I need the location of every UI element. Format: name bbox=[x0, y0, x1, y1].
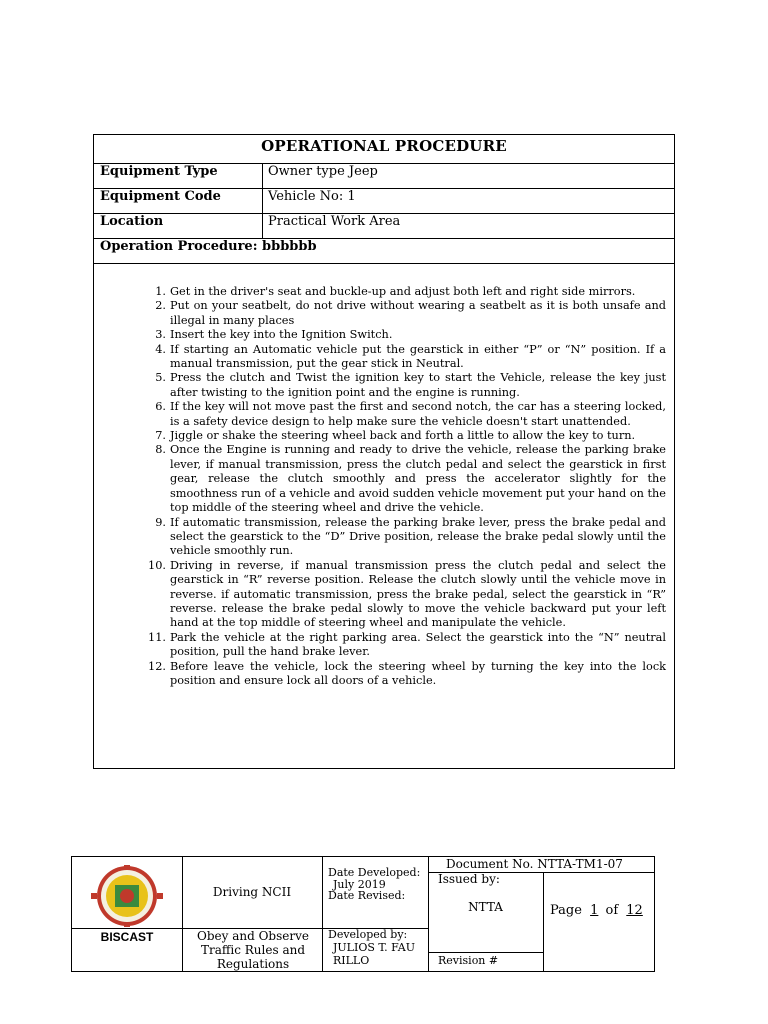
step-text: Get in the driver's seat and buckle-up and adjust both left and right side mirrors. bbox=[170, 285, 636, 298]
page-total: 12 bbox=[626, 903, 643, 918]
developed-by-label: Developed by: bbox=[328, 928, 408, 941]
step-number: 9. bbox=[155, 515, 166, 529]
operational-procedure-table bbox=[93, 134, 675, 769]
list-item bbox=[155, 328, 666, 342]
school-name: BISCAST bbox=[100, 930, 154, 944]
developer-name-line1: JULIOS T. FAU bbox=[333, 941, 415, 954]
page-indicator bbox=[550, 903, 643, 918]
step-number: 11. bbox=[148, 630, 166, 644]
step-number: 4. bbox=[155, 342, 166, 356]
field-value: Owner type Jeep bbox=[268, 164, 378, 179]
step-number: 2. bbox=[155, 299, 166, 313]
document-footer bbox=[71, 856, 655, 972]
equipment-type-row bbox=[94, 164, 674, 189]
field-label: Equipment Type bbox=[94, 164, 263, 188]
list-item bbox=[155, 371, 666, 400]
list-item bbox=[148, 558, 666, 631]
date-developed-label: Date Developed: bbox=[328, 866, 421, 879]
page-of: of bbox=[605, 903, 619, 918]
list-item bbox=[155, 285, 666, 299]
school-seal-logo bbox=[88, 865, 166, 927]
step-number: 3. bbox=[155, 328, 166, 342]
issued-by-value: NTTA bbox=[468, 900, 503, 914]
field-label: Equipment Code bbox=[94, 189, 263, 213]
procedure-title: OPERATIONAL PROCEDURE bbox=[94, 135, 674, 164]
step-text: If the key will not move past the first and second notch, the car has a steering locked, is a safety device design to help make sure the vehicle doesn't start unattended. bbox=[170, 400, 666, 428]
step-number: 7. bbox=[155, 429, 166, 443]
step-text: If automatic transmission, release the parking brake lever, press the brake pedal and select the gearstick to the “D” Drive position, release the brake pedal slowly until the vehicle smoothly run. bbox=[170, 515, 666, 558]
step-text: Insert the key into the Ignition Switch. bbox=[170, 328, 393, 342]
step-number: 8. bbox=[155, 443, 166, 457]
module-title: Obey and Observe Traffic Rules and Regulations bbox=[197, 929, 309, 971]
issued-by-label: Issued by: bbox=[438, 872, 500, 886]
step-number: 12. bbox=[148, 659, 166, 673]
document-number: Document No. NTTA-TM1-07 bbox=[446, 857, 623, 871]
step-text: Press the clutch and Twist the ignition key to start the Vehicle, release the key just after twisting to the ignition point and the engine is running. bbox=[170, 371, 666, 399]
list-item bbox=[155, 443, 666, 515]
step-text: Put on your seatbelt, do not drive without wearing a seatbelt as it is both unsafe and illegal in many places bbox=[170, 299, 666, 327]
list-item bbox=[155, 400, 666, 429]
field-value: Vehicle No: 1 bbox=[268, 189, 356, 204]
step-number: 10. bbox=[148, 558, 166, 572]
equipment-code-row bbox=[94, 189, 674, 214]
step-text: Jiggle or shake the steering wheel back and forth a little to allow the key to turn. bbox=[170, 429, 636, 443]
step-text: Before leave the vehicle, lock the steering wheel by turning the key into the lock position and ensure lock all doors of a vehicle. bbox=[170, 659, 666, 687]
page-current: 1 bbox=[590, 903, 599, 918]
list-item bbox=[155, 342, 666, 372]
revision-label: Revision # bbox=[438, 954, 499, 967]
date-developed-value: July 2019 bbox=[333, 878, 386, 891]
step-text: Driving in reverse, if manual transmission press the clutch pedal and select the gearstick in “R” reverse position. Release the clutch slowly until the vehicle move in reverse. if automatic transmission, press the brake pedal, select the gearstick in “R” reverse. release the brake pedal slowly to move the vehicle backward put your left hand at the top middle of steering wheel and manipulate the vehicle. bbox=[170, 558, 666, 630]
step-text: Once the Engine is running and ready to drive the vehicle, release the parking brake lever, if manual transmission, press the clutch pedal and select the gearstick in first gear, release the clutch smoothly and press the accelerator slightly for the smoothness run of a vehicle and avoid sudden vehicle movement put your hand on the top middle of the steering wheel and drive the vehicle. bbox=[170, 443, 666, 515]
operation-procedure-label: Operation Procedure: bbbbbb bbox=[94, 239, 674, 264]
step-text: If starting an Automatic vehicle put the gearstick in either “P” or “N” position. If a manual transmission, put the gear stick in Neutral. bbox=[170, 342, 666, 371]
list-item bbox=[155, 429, 666, 443]
location-row bbox=[94, 214, 674, 239]
list-item bbox=[148, 659, 666, 689]
list-item bbox=[148, 630, 666, 660]
step-text: Park the vehicle at the right parking area. Select the gearstick into the “N” neutral position, pull the hand brake lever. bbox=[170, 630, 666, 659]
field-value: Practical Work Area bbox=[268, 214, 401, 229]
procedure-steps bbox=[148, 285, 666, 688]
page-label: Page bbox=[550, 903, 582, 918]
course-title: Driving NCII bbox=[212, 885, 292, 899]
step-number: 6. bbox=[155, 400, 166, 414]
list-item bbox=[155, 299, 666, 328]
list-item bbox=[155, 515, 666, 559]
developer-name-line2: RILLO bbox=[333, 954, 370, 967]
field-label: Location bbox=[94, 214, 263, 238]
step-number: 1. bbox=[155, 285, 166, 298]
step-number: 5. bbox=[155, 371, 166, 385]
date-revised-label: Date Revised: bbox=[328, 889, 406, 902]
